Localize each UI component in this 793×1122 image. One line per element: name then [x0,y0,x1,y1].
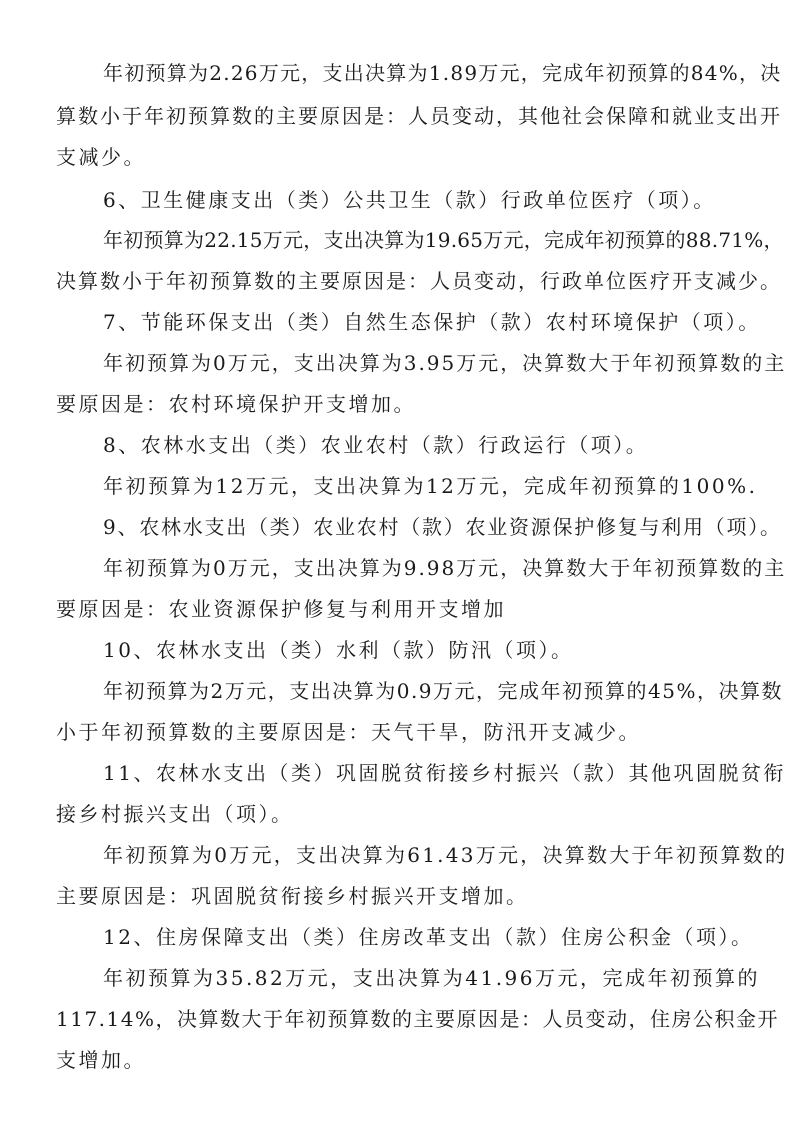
section-heading: 6、卫生健康支出（类）公共卫生（款）行政单位医疗（项）。 [103,188,716,212]
paragraph-line: 支减少。 [56,145,146,169]
section-heading: 11、农林水支出（类）巩固脱贫衔接乡村振兴（款）其他巩固脱贫衔 [103,761,786,785]
paragraph-line: 年初预算为35.82万元，支出决算为41.96万元，完成年初预算的 [103,966,761,990]
section-heading: 8、农林水支出（类）农业农村（款）行政运行（项）。 [103,433,649,457]
section-heading: 7、节能环保支出（类）自然生态保护（款）农村环境保护（项）。 [103,310,761,334]
paragraph-line: 年初预算为2.26万元，支出决算为1.89万元，完成年初预算的84%，决 [103,61,782,85]
paragraph-line: 主要原因是：巩固脱贫衔接乡村振兴开支增加。 [56,884,529,908]
section-heading: 9、农林水支出（类）农业农村（款）农业资源保护修复与利用（项）。 [103,515,782,539]
paragraph-line: 算数小于年初预算数的主要原因是：人员变动，其他社会保障和就业支出开 [56,104,782,128]
section-heading: 10、农林水支出（类）水利（款）防汛（项）。 [103,638,574,662]
paragraph-line: 年初预算为0万元，支出决算为3.95万元，决算数大于年初预算数的主 [103,351,787,375]
paragraph-line: 决算数小于年初预算数的主要原因是：人员变动，行政单位医疗开支减少。 [56,269,782,293]
paragraph-line: 小于年初预算数的主要原因是：天气干旱，防汛开支减少。 [56,720,641,744]
paragraph-line: 要原因是：农村环境保护开支增加。 [56,392,416,416]
paragraph-line: 年初预算为0万元，支出决算为9.98万元，决算数大于年初预算数的主 [103,556,787,580]
paragraph-line: 支增加。 [56,1048,146,1072]
paragraph-line: 年初预算为22.15万元，支出决算为19.65万元，完成年初预算的88.71%， [103,228,784,252]
paragraph-line: 117.14%，决算数大于年初预算数的主要原因是：人员变动，住房公积金开 [56,1007,779,1031]
section-heading: 12、住房保障支出（类）住房改革支出（款）住房公积金（项）。 [103,925,754,949]
paragraph-line: 年初预算为0万元，支出决算为61.43万元，决算数大于年初预算数的 [103,843,788,867]
paragraph-line: 要原因是：农业资源保护修复与利用开支增加 [56,597,506,621]
paragraph-line: 年初预算为12万元，支出决算为12万元，完成年初预算的100%. [103,474,758,498]
section-heading: 接乡村振兴支出（项）。 [56,802,294,826]
paragraph-line: 年初预算为2万元，支出决算为0.9万元，完成年初预算的45%，决算数 [103,679,783,703]
